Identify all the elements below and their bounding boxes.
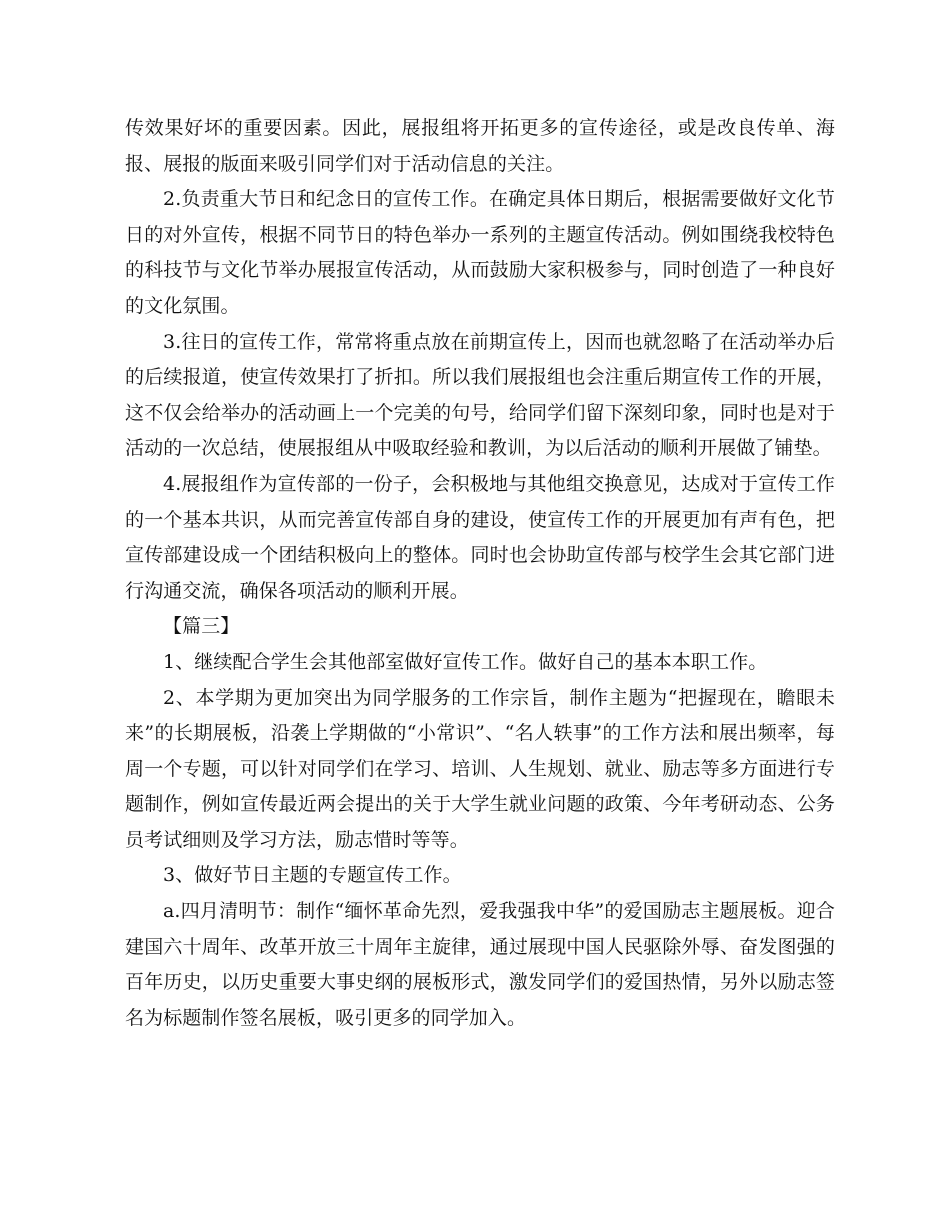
paragraph-item-3: 3.往日的宣传工作，常常将重点放在前期宣传上，因而也就忽略了在活动举办后的后续报道，使宣传效果打了折扣。所以我们展报组也会注重后期宣传工作的开展，这不仅会给举办的活动画上一个完美的句号，给同学们留下深刻印象，同时也是对于活动的一次总结，使展报组从中吸取经验和教训，为以后活动的顺利开展做了铺垫。 (125, 330, 835, 460)
paragraph-continuation: 传效果好坏的重要因素。因此，展报组将开拓更多的宣传途径，或是改良传单、海报、展报的版面来吸引同学们对于活动信息的关注。 (125, 117, 835, 175)
paragraph-point-2: 2、本学期为更加突出为同学服务的工作宗旨，制作主题为“把握现在，瞻眼未来”的长期展板，沿袭上学期做的“小常识”、“名人轶事”的工作方法和展出频率，每周一个专题，可以针对同学们在学习、培训、人生规划、就业、励志等多方面进行专题制作，例如宣传最近两会提出的关于大学生就业问题的政策、今年考研动态、公务员考试细则及学习方法，励志惜时等等。 (125, 686, 835, 851)
paragraph-point-1: 1、继续配合学生会其他部室做好宣传工作。做好自己的基本本职工作。 (163, 650, 768, 673)
paragraph-item-4: 4.展报组作为宣传部的一份子，会积极地与其他组交换意见，达成对于宣传工作的一个基本共识，从而完善宣传部自身的建设，使宣传工作的开展更加有声有色，把宣传部建设成一个团结积极向上的整体。同时也会协助宣传部与校学生会其它部门进行沟通交流，确保各项活动的顺利开展。 (125, 472, 835, 602)
paragraph-item-2: 2.负责重大节日和纪念日的宣传工作。在确定具体日期后，根据需要做好文化节日的对外宣传，根据不同节日的特色举办一系列的主题宣传活动。例如围绕我校特色的科技节与文化节举办展报宣传活动，从而鼓励大家积极参与，同时创造了一种良好的文化氛围。 (125, 188, 835, 317)
section-heading-part-three: 【篇三】 (163, 615, 240, 638)
document-body (125, 111, 835, 1036)
paragraph-point-3: 3、做好节日主题的专题宣传工作。 (163, 864, 462, 887)
paragraph-point-3a: a.四月清明节：制作“缅怀革命先烈，爱我强我中华”的爱国励志主题展板。迎合建国六十周年、改革开放三十周年主旋律，通过展现中国人民驱除外辱、奋发图强的百年历史，以历史重要大事史纲的展板形式，激发同学们的爱国热情，另外以励志签名为标题制作签名展板，吸引更多的同学加入。 (125, 900, 835, 1029)
